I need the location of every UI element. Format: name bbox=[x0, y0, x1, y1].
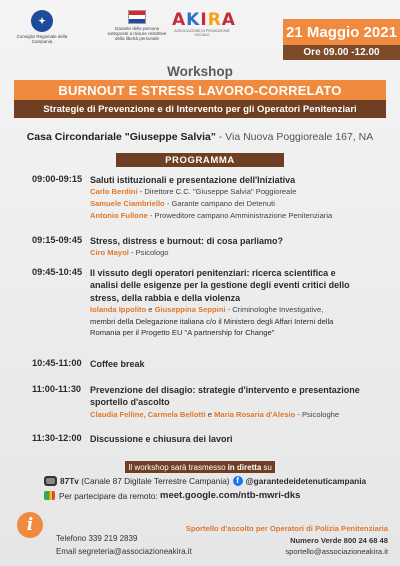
speaker-line bbox=[90, 304, 390, 316]
speaker-join: e bbox=[205, 409, 215, 419]
speaker-name: Giuseppina Seppini bbox=[154, 304, 226, 314]
speaker-role: - Psicologhe bbox=[295, 409, 340, 419]
speaker-detail: Romania per il Progetto EU "A partnership for Change" bbox=[90, 328, 275, 338]
consiglio-regionale-logo bbox=[6, 8, 78, 44]
programma-heading: PROGRAMMA bbox=[116, 153, 284, 167]
event-time: Ore 09.00 -12.00 bbox=[283, 45, 400, 60]
speaker-line bbox=[90, 186, 390, 198]
speaker-line bbox=[90, 210, 390, 222]
speaker-name: Iolanda Ippolito bbox=[90, 304, 147, 314]
tv-channel-detail: (Canale 87 Digitale Terrestre Campania) bbox=[81, 476, 230, 486]
event-kind: Workshop bbox=[167, 64, 233, 79]
garante-logo bbox=[104, 8, 170, 42]
logo2-caption: Garante delle persone sottoposte a misure restrittive della libertà personale bbox=[107, 26, 167, 42]
info-icon: i bbox=[17, 512, 43, 538]
venue bbox=[0, 131, 400, 143]
schedule-title-line: Prevenzione del disagio: strategie d'intervento e presentazione bbox=[90, 385, 360, 395]
tv-icon bbox=[44, 476, 57, 486]
speaker-name: Claudia Felline, Carmela Bellotti bbox=[90, 409, 206, 419]
speaker-name: Maria Rosaria d'Alesio bbox=[214, 409, 296, 419]
broadcast-post: su bbox=[263, 462, 272, 472]
speaker-role: - Criminologhe Investigative, bbox=[225, 304, 324, 314]
schedule-title: Coffee break bbox=[90, 359, 145, 369]
broadcast-bold: in diretta bbox=[227, 462, 262, 472]
speaker-role: - Psicologo bbox=[130, 248, 169, 258]
schedule-time: 11:30-12:00 bbox=[32, 433, 82, 443]
speaker-name: Carlo Berdini bbox=[90, 187, 138, 197]
meet-line bbox=[44, 490, 300, 501]
logo-bar bbox=[6, 8, 236, 52]
schedule-title-line: stress, della rabbia e della violenza bbox=[90, 292, 241, 303]
regione-emblem-icon: ✦ bbox=[31, 10, 53, 32]
footer-email[interactable]: Email segreteria@associazioneakira.it bbox=[56, 547, 192, 556]
speaker-role: - Proweditore campano Amministrazione Penitenziaria bbox=[147, 210, 333, 220]
event-date: 21 Maggio 2021 bbox=[283, 19, 400, 45]
speaker-join: e bbox=[146, 304, 155, 314]
venue-name: Casa Circondariale "Giuseppe Salvia" bbox=[26, 131, 216, 143]
broadcast-pre: Il workshop sarà trasmesso bbox=[128, 462, 226, 472]
footer-numero-verde: Numero Verde 800 24 68 48 bbox=[290, 536, 388, 545]
speaker-line bbox=[90, 409, 390, 421]
speaker-line bbox=[90, 198, 390, 210]
footer-phone: Telefono 339 219 2839 bbox=[56, 534, 138, 543]
footer-sportello: Sportello d'ascolto per Operatori di Polizia Penitenziaria bbox=[185, 524, 388, 533]
schedule-title-line: sportello d'ascolto bbox=[90, 397, 170, 408]
event-title: BURNOUT E STRESS LAVORO-CORRELATO bbox=[14, 80, 386, 100]
meet-link[interactable]: meet.google.com/ntb-mwri-dks bbox=[160, 490, 301, 501]
schedule-body bbox=[90, 384, 390, 420]
schedule-time: 09:15-09:45 bbox=[32, 235, 83, 245]
schedule-body bbox=[90, 433, 390, 445]
facebook-handle[interactable]: @garantedeidetenuticampania bbox=[245, 476, 367, 486]
speaker-role: - Direttore C.C. "Giuseppe Salvia" Poggioreale bbox=[137, 187, 297, 197]
schedule-body bbox=[90, 358, 390, 370]
schedule-time: 09:00-09:15 bbox=[32, 174, 83, 184]
akira-subtitle: ASSOCIAZIONE DI PROMOZIONE SOCIALE bbox=[174, 29, 230, 37]
logo1-caption: Consiglio Regionale della Campania bbox=[16, 34, 68, 45]
speaker-line bbox=[90, 247, 390, 259]
google-meet-icon bbox=[44, 491, 55, 500]
tv-channel-label: 87Tv bbox=[60, 476, 79, 486]
schedule-time: 10:45-11:00 bbox=[32, 358, 82, 368]
schedule-title-line: Il vissuto degli operatori penitenziari: ricerca scientifica e bbox=[90, 268, 336, 278]
schedule-body bbox=[90, 267, 390, 339]
schedule-title-line: analisi delle esigenze per la gestione degli eventi critici dello bbox=[90, 280, 350, 291]
speaker-detail: membri della Delegazione italiana c/o il Ministero degli Affari Interni della bbox=[90, 316, 334, 326]
broadcast-banner bbox=[125, 461, 275, 473]
venue-address: - Via Nuova Poggioreale 167, NA bbox=[218, 131, 374, 143]
schedule-title: Discussione e chiusura dei lavori bbox=[90, 434, 233, 444]
schedule-title: Saluti istituzionali e presentazione dell'Iniziativa bbox=[90, 175, 296, 185]
facebook-icon: f bbox=[233, 476, 243, 486]
meet-label: Per partecipare da remoto: bbox=[59, 490, 158, 501]
schedule-time: 11:00-11:30 bbox=[32, 384, 82, 394]
event-subtitle: Strategie di Prevenzione e di Intervento per gli Operatori Penitenziari bbox=[14, 100, 386, 118]
schedule-title: Stress, distress e burnout: di cosa parliamo? bbox=[90, 236, 284, 246]
speaker-role: - Garante campano dei Detenuti bbox=[164, 199, 275, 209]
speaker-name: Samuele Ciambriello bbox=[90, 199, 165, 209]
footer-sportello-email[interactable]: sportello@associazioneakira.it bbox=[285, 547, 388, 556]
akira-wordmark-icon: AKIRA bbox=[172, 10, 236, 30]
schedule-time: 09:45-10:45 bbox=[32, 267, 83, 277]
tv-facebook-line bbox=[44, 476, 366, 486]
akira-logo bbox=[172, 10, 236, 37]
speaker-name: Ciro Mayol bbox=[90, 248, 129, 258]
schedule-body bbox=[90, 235, 390, 259]
speaker-name: Antonio Fullone bbox=[90, 210, 148, 220]
schedule-body bbox=[90, 174, 390, 222]
garante-flag-icon bbox=[128, 10, 146, 24]
